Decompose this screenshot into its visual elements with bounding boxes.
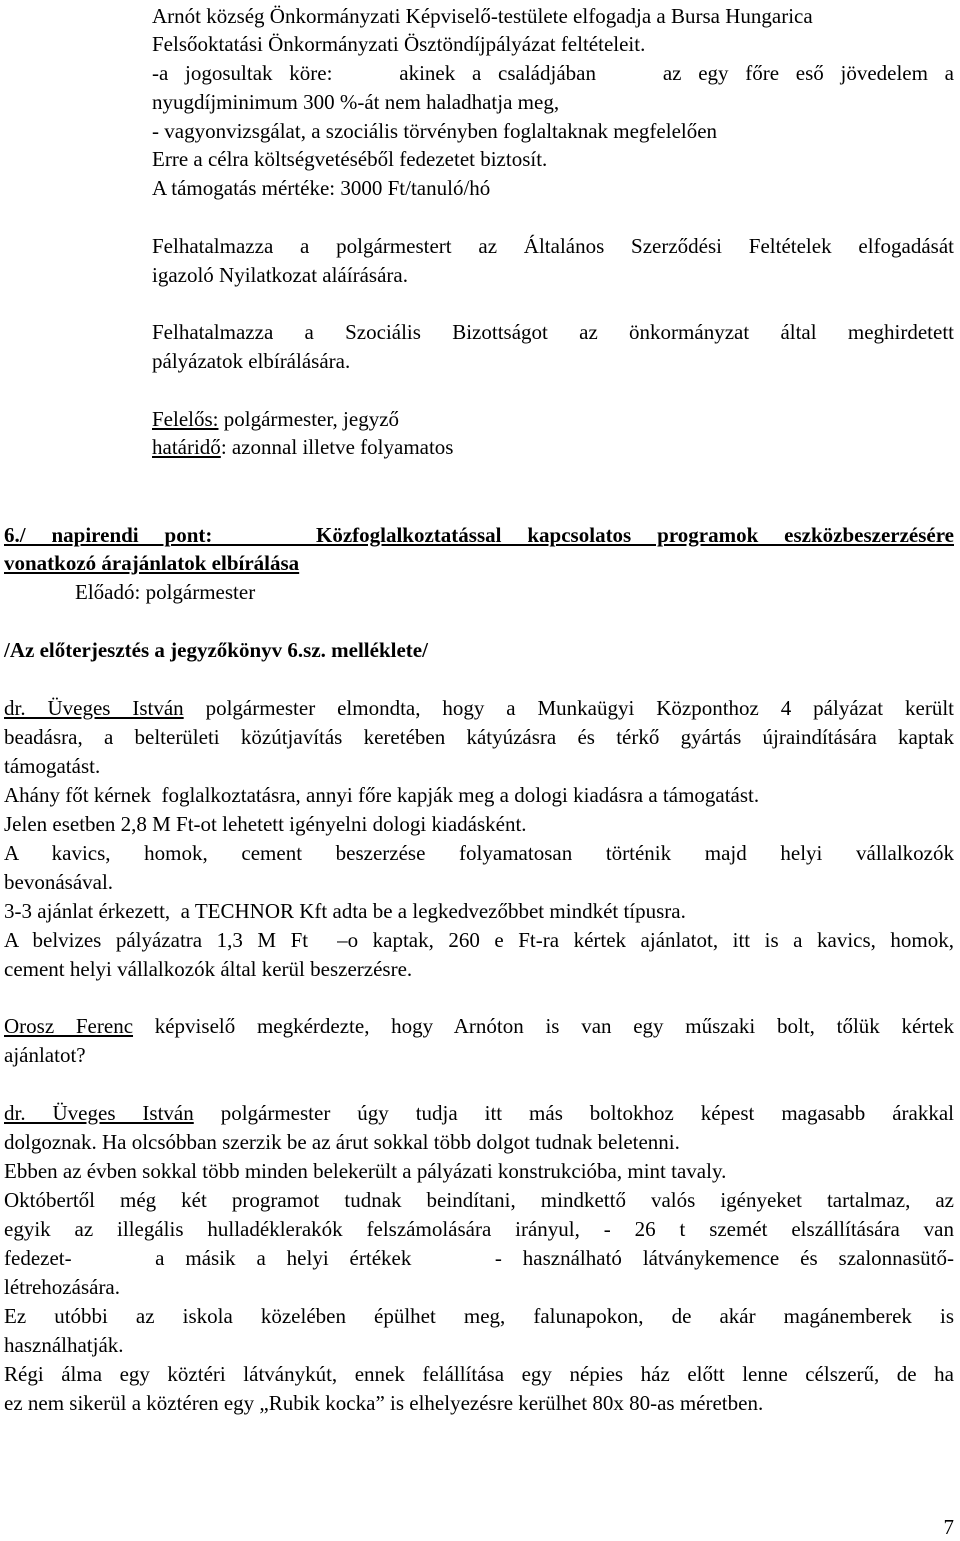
- text-line: Felsőoktatási Önkormányzati Ösztöndíjpályázat feltételeit.: [152, 32, 646, 56]
- speech-text: polgármester elmondta, hogy a Munkaügyi Központhoz 4 pályázat került: [183, 696, 954, 720]
- text-line: A belvizes pályázatra 1,3 M Ft –o kaptak, 260 e Ft-ra kértek ajánlatot, itt is a kavics, homok,: [4, 928, 954, 952]
- deadline-value: : azonnal illetve folyamatos: [220, 435, 454, 459]
- speaker-name: dr. Üveges István: [4, 696, 184, 720]
- agenda-title-cont: vonatkozó árajánlatok elbírálása: [4, 551, 300, 575]
- presenter: Előadó: polgármester: [75, 580, 256, 604]
- text-line: használhatják.: [4, 1333, 124, 1357]
- responsible-line: [152, 409, 399, 430]
- responsible-value: polgármester, jegyző: [218, 407, 400, 431]
- text-line: dolgoznak. Ha olcsóbban szerzik be az árut sokkal több dolgot tudnak beletenni.: [4, 1130, 680, 1154]
- text-line: Felhatalmazza a Szociális Bizottságot az önkormányzat által meghirdetett: [152, 320, 954, 344]
- text-line: Felhatalmazza a polgármestert az Általános Szerződési Feltételek elfogadását: [152, 234, 954, 258]
- responsible-label: Felelős:: [152, 407, 219, 431]
- page-number: 7: [943, 1515, 954, 1539]
- text-line: A kavics, homok, cement beszerzése folyamatosan történik majd helyi vállalkozók: [4, 841, 954, 865]
- text-line: nyugdíjminimum 300 %-át nem haladhatja meg,: [152, 90, 560, 114]
- text-line: Ez utóbbi az iskola közelében épülhet meg, falunapokon, de akár magánemberek is: [4, 1304, 954, 1328]
- text-line: támogatást.: [4, 754, 101, 778]
- text-line: Jelen esetben 2,8 M Ft-ot lehetett igényelni dologi kiadásként.: [4, 812, 527, 836]
- text-line: -a jogosultak köre: akinek a családjában az egy főre eső jövedelem a: [152, 61, 954, 85]
- text-line: cement helyi vállalkozók által kerül beszerzésre.: [4, 957, 413, 981]
- text-line: ajánlatot?: [4, 1043, 86, 1067]
- speech-text: polgármester úgy tudja itt más boltokhoz képest magasabb árakkal: [193, 1101, 955, 1125]
- text-line: igazoló Nyilatkozat aláírására.: [152, 263, 408, 287]
- text-line: [4, 1103, 954, 1124]
- text-line: 3-3 ajánlat érkezett, a TECHNOR Kft adta be a legkedvezőbbet mindkét típusra.: [4, 899, 686, 923]
- text-line: Régi álma egy köztéri látványkút, ennek felállítása egy népies ház előtt lenne célszerű, de ha: [4, 1362, 954, 1386]
- attachment-note: /Az előterjesztés a jegyzőkönyv 6.sz. melléklete/: [4, 638, 428, 662]
- text-line: egyik az illegális hulladéklerakók felszámolására irányul, - 26 t szemét elszállítására van: [4, 1217, 954, 1241]
- text-line: fedezet- a másik a helyi értékek - használható látványkemence és szalonnasütő-: [4, 1246, 954, 1270]
- deadline-label: határidő: [152, 435, 221, 459]
- text-line: Októbertől még két programot tudnak beindítani, mindkettő valós igényeket tartalmaz, az: [4, 1188, 954, 1212]
- deadline-line: [152, 437, 453, 458]
- agenda-title: 6./ napirendi pont: Közfoglalkoztatással kapcsolatos programok eszközbeszerzésére: [4, 523, 954, 547]
- speech-text: képviselő megkérdezte, hogy Arnóton is van egy műszaki bolt, tőlük kértek: [133, 1014, 954, 1038]
- speaker-name: Orosz Ferenc: [4, 1014, 134, 1038]
- text-line: - vagyonvizsgálat, a szociális törvényben foglaltaknak megfelelően: [152, 119, 718, 143]
- text-line: Ebben az évben sokkal több minden belekerült a pályázati konstrukcióba, mint tavaly.: [4, 1159, 727, 1183]
- text-line: létrehozására.: [4, 1275, 121, 1299]
- text-line: bevonásával.: [4, 870, 114, 894]
- text-line: pályázatok elbírálására.: [152, 349, 351, 373]
- text-line: Arnót község Önkormányzati Képviselő-testülete elfogadja a Bursa Hungarica: [152, 4, 813, 28]
- text-line: A támogatás mértéke: 3000 Ft/tanuló/hó: [152, 176, 491, 200]
- text-line: ez nem sikerül a köztéren egy „Rubik kocka” is elhelyezésre kerülhet 80x 80-as méretben.: [4, 1391, 764, 1415]
- text-line: [4, 1016, 954, 1037]
- text-line: [4, 698, 954, 719]
- speaker-name: dr. Üveges István: [4, 1101, 194, 1125]
- text-line: beadásra, a belterületi közútjavítás keretében kátyúzásra és térkő gyártás újraindítására kaptak: [4, 725, 954, 749]
- text-line: Erre a célra költségvetéséből fedezetet biztosít.: [152, 147, 548, 171]
- text-line: Ahány főt kérnek foglalkoztatásra, annyi főre kapják meg a dologi kiadásra a támogatást.: [4, 783, 760, 807]
